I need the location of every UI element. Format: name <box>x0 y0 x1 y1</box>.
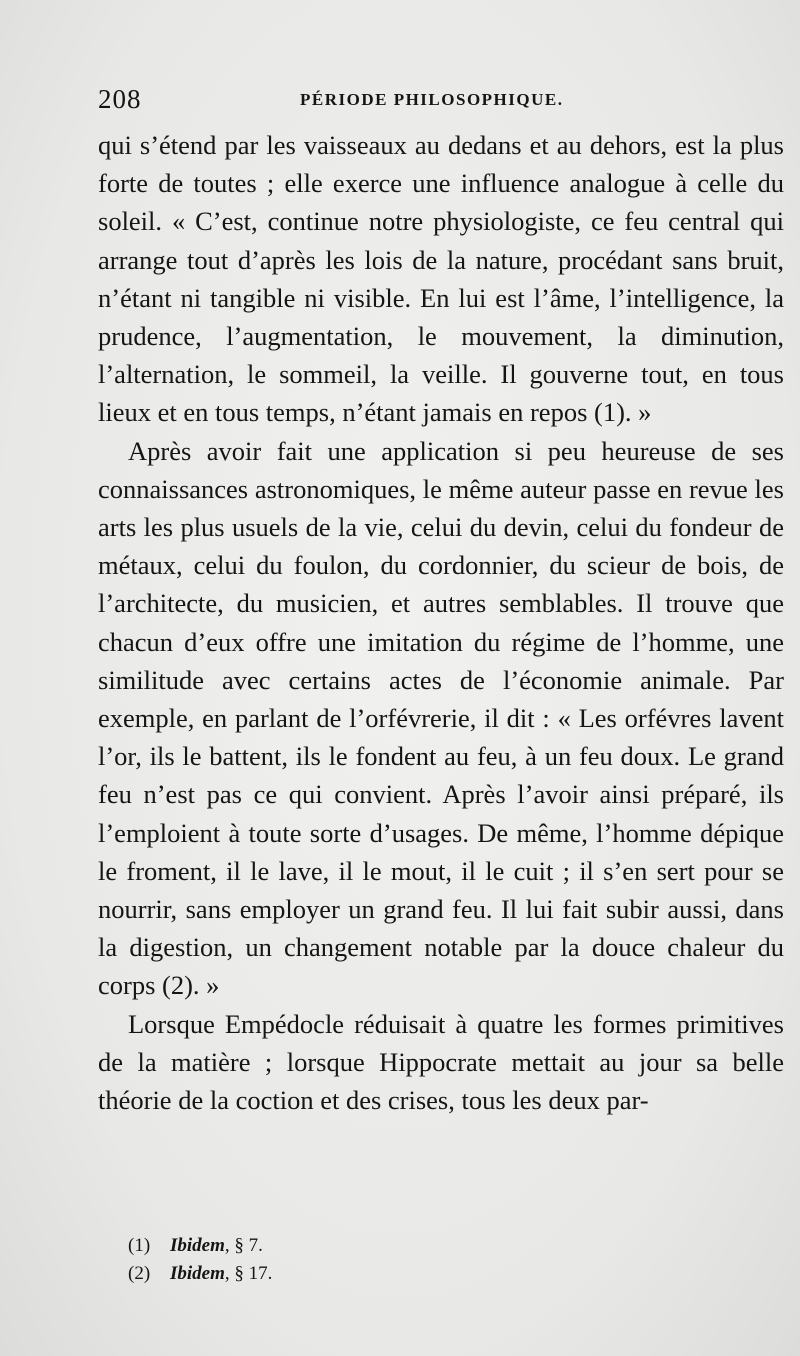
footnote-number: (2) <box>128 1263 151 1284</box>
paragraph-arts: Après avoir fait une application si peu heureuse de ses connaissances astronomiques, le même auteur passe en revue les arts les plus usuels de la vie, celui du devin, celui du fondeur de métaux, celui du foulon, du cordonnier, du scieur de bois, de l’architecte, du musicien, et autres semblables. Il trouve que chacun d’eux offre une imitation du régime de l’homme, une similitude avec certains actes de l’économie animale. Par exemple, en parlant de l’orfévrerie, il dit : « Les orfévres lavent l’or, ils le battent, ils le fondent au feu, à un feu doux. Le grand feu n’est pas ce qui convient. Après l’avoir ainsi préparé, ils l’emploient à toute sorte d’usages. De même, l’homme dépique le froment, il le lave, il le mout, il le cuit ; il s’en sert pour se nourrir, sans employer un grand feu. Il lui fait subir aussi, dans la digestion, un changement notable par la douce chaleur du corps (2). » <box>98 435 784 1001</box>
footnote-2 <box>128 1260 628 1288</box>
footnote-section: , § 17. <box>224 1263 273 1284</box>
running-title: PÉRIODE PHILOSOPHIQUE. <box>300 90 564 109</box>
paragraph-continuation: qui s’étend par les vaisseaux au dedans et au dehors, est la plus forte de toutes ; elle exerce une influence analogue à celle du soleil. « C’est, continue notre physiologiste, ce feu central qui arrange tout d’après les lois de la nature, procédant sans bruit, n’étant ni tangible ni visible. En lui est l’âme, l’intelligence, la prudence, l’augmentation, le mouvement, la diminution, l’alternation, le sommeil, la veille. Il gouverne tout, en tous lieux et en tous temps, n’étant jamais en repos (1). » <box>98 130 784 428</box>
footnote-reference: Ibidem <box>170 1235 225 1256</box>
footnote-1 <box>128 1232 628 1260</box>
footnotes <box>128 1232 628 1288</box>
page-number: 208 <box>98 84 142 114</box>
footnote-number: (1) <box>128 1235 151 1256</box>
paragraph-empedocle: Lorsque Empédocle réduisait à quatre les formes primitives de la matière ; lorsque Hippocrate mettait au jour sa belle théorie de la coction et des crises, tous les deux par- <box>98 1008 784 1116</box>
body-text <box>98 126 784 1119</box>
running-head <box>98 84 788 120</box>
footnote-section: , § 7. <box>224 1235 263 1256</box>
footnote-reference: Ibidem <box>170 1263 225 1284</box>
